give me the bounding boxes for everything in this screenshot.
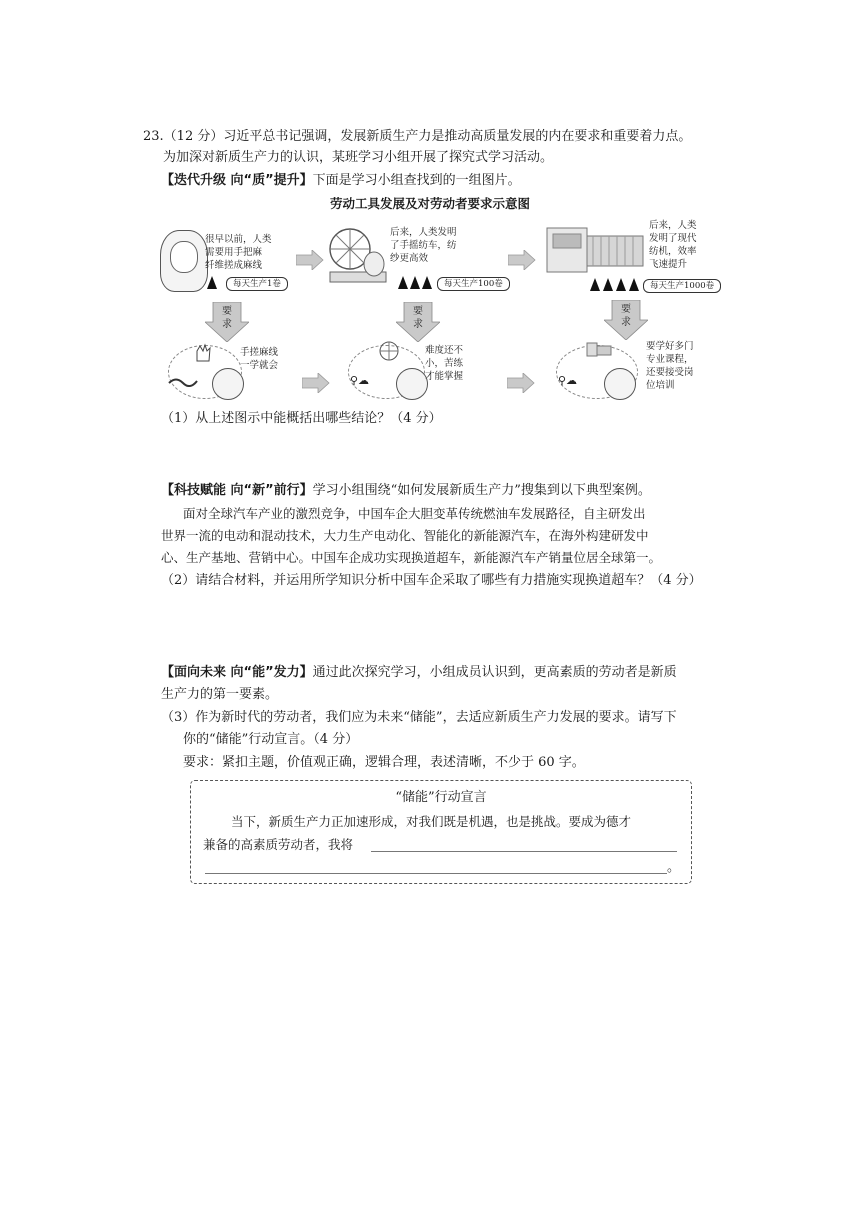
requirement-arrow-icon — [205, 302, 249, 342]
hemp-thread-icon — [168, 375, 198, 387]
requirement-label: 要 求 — [621, 304, 631, 328]
section2-tag: 【科技赋能 向“新”前行】 — [161, 483, 313, 498]
panel1-text: 很早以前，人类 需要用手把麻 纤维搓成麻线 — [205, 234, 272, 271]
section2-line — [161, 482, 651, 500]
question-3-requirement: 要求：紧扣主题，价值观正确，逻辑合理，表述清晰，不少于 60 字。 — [183, 755, 585, 770]
case-line-2: 世界一流的电动和混动技术，大力生产电动化、智能化的新能源汽车，在海外构建研发中 — [161, 528, 649, 543]
requirement-label: 要 求 — [222, 306, 232, 330]
panel2-badge: 每天生产100卷 — [437, 277, 510, 291]
question-2: （2）请结合材料，并运用所学知识分析中国车企采取了哪些有力措施实现换道超车？（4 分） — [161, 573, 702, 588]
spinning-wheel-icon — [328, 224, 388, 296]
section3-line — [161, 664, 677, 682]
right-arrow-icon — [296, 250, 324, 270]
req3-text: 要学好多门 专业课程， 还要接受岗 位培训 — [646, 341, 694, 391]
yarn-spool-icon — [629, 278, 639, 291]
case-line-1: 面对全球汽车产业的激烈竞争，中国车企大胆变革传统燃油车发展路径，自主研发出 — [183, 506, 646, 521]
declaration-end-mark: 。 — [667, 860, 681, 875]
figure-title: 劳动工具发展及对劳动者要求示意图 — [329, 196, 530, 211]
yarn-spool-icon — [410, 276, 420, 289]
yarn-spool-icon — [616, 278, 626, 291]
yarn-spool-icon — [590, 278, 600, 291]
textile-machine-icon — [545, 220, 645, 276]
declaration-line-2: 兼备的高素质劳动者，我将 — [203, 837, 354, 852]
tools-icon: ⚲☁ — [558, 374, 578, 387]
case-line-3: 心、生产基地、营销中心。中国车企成功实现换道超车，新能源汽车产销量位居全球第一。 — [161, 550, 662, 565]
requirement-label: 要 求 — [413, 306, 423, 330]
declaration-box — [190, 780, 692, 884]
yarn-spool-icon — [207, 276, 217, 289]
panel1-badge: 每天生产1卷 — [226, 277, 288, 291]
req2-text: 难度还不 小，苦练 才能掌握 — [425, 345, 464, 382]
worker-face-icon — [396, 368, 428, 400]
section3-text: 通过此次探究学习，小组成员认识到，更高素质的劳动者是新质 — [312, 665, 677, 680]
question-3-line-2: 你的“储能”行动宣言。（4 分） — [183, 732, 359, 747]
requirement-arrow-icon — [604, 300, 648, 340]
yarn-spool-icon — [398, 276, 408, 289]
answer-line[interactable] — [371, 851, 677, 852]
right-arrow-icon — [507, 373, 535, 393]
section2-text: 学习小组围绕“如何发展新质生产力”搜集到以下典型案例。 — [312, 483, 651, 498]
section1-tag: 【迭代升级 向“质”提升】 — [161, 173, 313, 188]
panel3-badge: 每天生产1000卷 — [643, 279, 721, 293]
declaration-line-1: 当下，新质生产力正加速形成，对我们既是机遇，也是挑战。要成为德才 — [231, 814, 632, 829]
answer-line[interactable] — [205, 873, 667, 874]
question-header: 23.（12 分）习近平总书记强调，发展新质生产力是推动高质量发展的内在要求和重要着力点。 — [143, 129, 692, 144]
section1-line — [161, 172, 521, 190]
declaration-title: “储能”行动宣言 — [395, 790, 487, 805]
question-1: （1）从上述图示中能概括出哪些结论？（4 分） — [161, 411, 442, 426]
tools-icon: ⚲☁ — [350, 374, 370, 387]
worker-face-icon — [212, 368, 244, 400]
right-arrow-icon — [508, 250, 536, 270]
hand-icon — [193, 343, 213, 363]
worker-face-icon — [604, 368, 636, 400]
section3-text-cont: 生产力的第一要素。 — [161, 687, 279, 702]
woman-illustration-icon — [160, 230, 208, 292]
question-3-line-1: （3）作为新时代的劳动者，我们应为未来“储能”，去适应新质生产力发展的要求。请写下 — [161, 710, 677, 725]
panel3-text: 后来，人类 发明了现代 纺机，效率 飞速提升 — [649, 220, 697, 270]
right-arrow-icon — [302, 373, 330, 393]
section3-tag: 【面向未来 向“能”发力】 — [161, 665, 313, 680]
machine-small-icon — [586, 340, 612, 358]
spinning-wheel-small-icon — [378, 340, 400, 362]
question-intro: 为加深对新质生产力的认识，某班学习小组开展了探究式学习活动。 — [163, 150, 554, 165]
yarn-spool-icon — [422, 276, 432, 289]
yarn-spool-icon — [603, 278, 613, 291]
requirement-arrow-icon — [396, 302, 440, 342]
req1-text: 手搓麻线 一学就会 — [240, 347, 279, 371]
section1-text: 下面是学习小组查找到的一组图片。 — [312, 173, 521, 188]
panel2-text: 后来，人类发明 了手摇纺车，纺 纱更高效 — [390, 227, 457, 264]
